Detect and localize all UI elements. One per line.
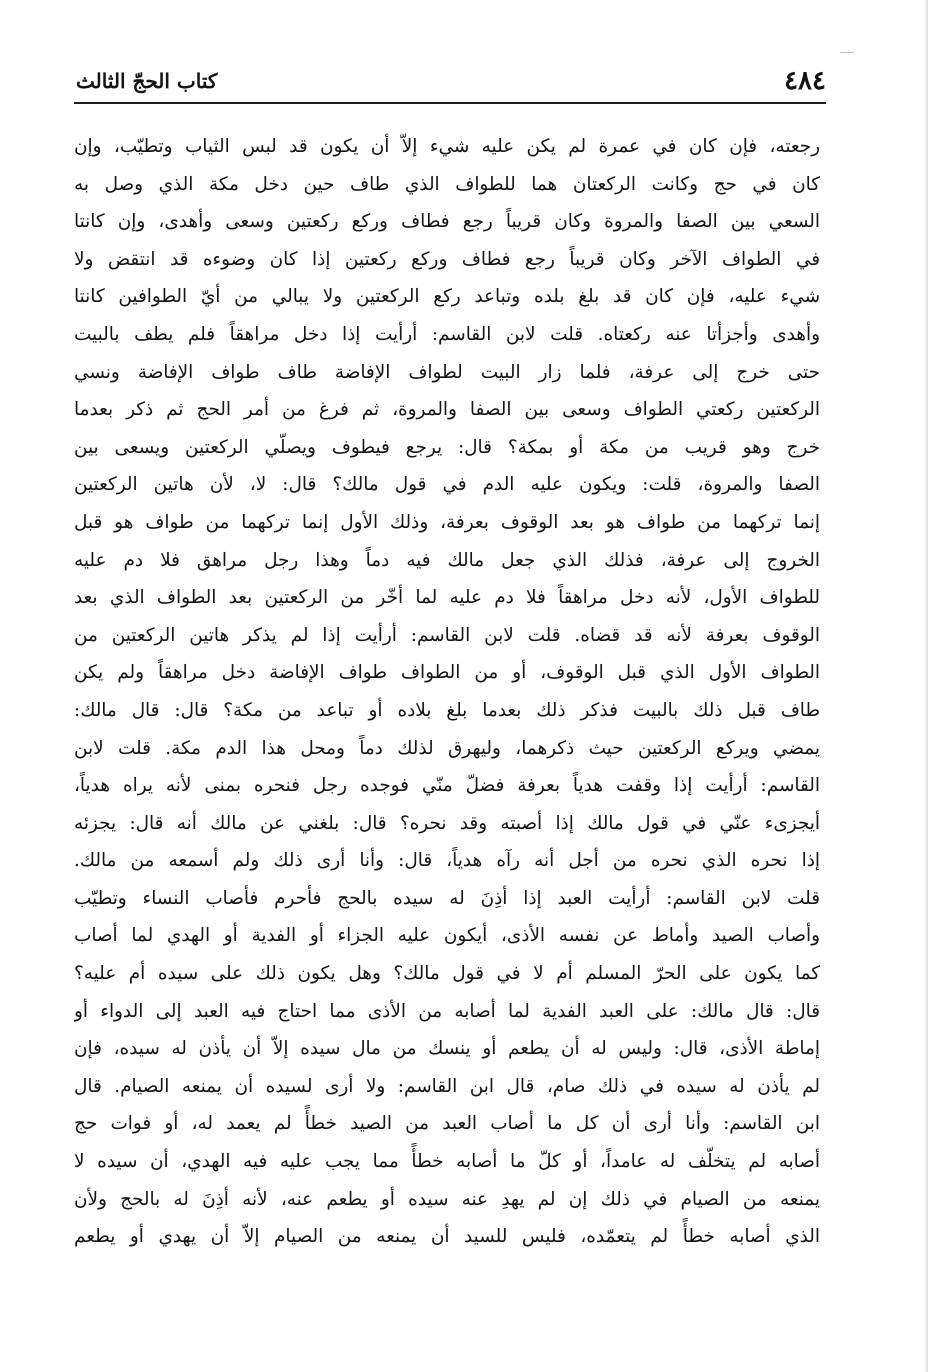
text-line: لم يأذن له سيده في ذلك صام، قال ابن القاسم: ولا أرى لسيده أن يمنعه الصيام. قال [74, 1075, 820, 1097]
text-line: وأصاب الصيد وأماط عن نفسه الأذى، أيكون عليه الجزاء أو الفدية أو الهدي لما أصاب [74, 925, 820, 947]
text-line: وأهدى وأجزأتا عنه ركعتاه. قلت لابن القاسم: أرأيت إذا دخل مراهقاً فلم يطف بالبيت [74, 323, 820, 345]
text-line: قلت لابن القاسم: أرأيت العبد إذا أذِنَ له سيده بالحج فأحرم فأصاب النساء وتطيّب [74, 887, 820, 909]
text-line: طاف قبل ذلك بالبيت فذكر ذلك بعدما بلغ بلاده أو تباعد من مكة؟ قال: قال مالك: [74, 699, 820, 721]
text-line: أصابه لم يتخلّف له عامداً، أو كلّ ما أصابه خطأً مما يجب عليه فيه الهدي، أن سيده لا [74, 1151, 820, 1173]
text-line: الذي أصابه خطأً لم يتعمّده، فليس للسيد أن يمنعه من الصيام إلاّ أن يهدي أو يطعم [74, 1226, 820, 1248]
text-line: الطواف الأول الذي قبل الوقوف، أو من الطواف طواف الإفاضة دخل مراهقاً ولم يكن [74, 662, 820, 684]
text-line: رجعته، فإن كان في عمرة لم يكن عليه شيء إلاّ أن يكون قد لبس الثياب وتطيّب، وإن [74, 136, 820, 157]
text-line: يمنعه من الصيام في ذلك إن لم يهدِ عنه سيده أو يطعم عنه، لأنه أذِنَ له بالحج ولأن [74, 1188, 820, 1210]
text-line: حتى خرج إلى عرفة، فلما زار البيت لطواف الإفاضة طاف طواف الإفاضة ونسي [74, 361, 820, 383]
scan-corner-mark [840, 52, 854, 53]
body-text [74, 128, 820, 1256]
text-line: إنما تركهما من طواف هو بعد الوقوف بعرفة، وذلك الأول إنما تركهما من طواف هو قبل [74, 511, 820, 533]
text-line: أيجزىء عنّي في قول مالك إذا أصبته وقد نحره؟ قال: بلغني عن مالك أنه قال: يجزئه [74, 812, 820, 834]
text-line: خرج وهو قريب من مكة أو بمكة؟ قال: يرجع فيطوف ويصلّي الركعتين ويسعى بين [74, 436, 820, 458]
text-line: الوقوف بعرفة لأنه قد قضاه. قلت لابن القاسم: أرأيت إذا لم يذكر هاتين الركعتين من [74, 624, 820, 646]
text-line: الركعتين ركعتي الطواف وسعى بين الصفا والمروة، ثم فرغ من أمر الحج ثم ذكر بعدما [74, 399, 820, 421]
text-line: إماطة الأذى، قال: وليس له أن يطعم أو ينسك من مال سيده إلاّ أن يأذن له سيده، فإن [74, 1038, 820, 1060]
running-title: كتاب الحجّ الثالث [76, 69, 218, 93]
text-line: في الطواف الآخر وكان قريباً رجع فطاف وركع ركعتين إذا كان وضوءه قد انتقض ولا [74, 248, 820, 270]
page-header [74, 62, 826, 106]
text-line: القاسم: أرأيت إذا وقفت هدياً بعرفة فضلّ منّي فوجده رجل فنحره بمنى لأنه يراه هدياً، [74, 775, 820, 797]
text-line: كان في حج وكانت الركعتان هما للطواف الذي طاف حين دخل مكة الذي وصل به [74, 173, 820, 195]
text-line: الصفا والمروة، قلت: ويكون عليه الدم في قول مالك؟ قال: لا، لأن هاتين الركعتين [74, 474, 820, 496]
text-line: شيء عليه، فإن كان قد بلغ بلده وتباعد ركع الركعتين ولا يبالي من أيّ الطوافين كانتا [74, 286, 820, 308]
text-line: كما يكون على الحرّ المسلم أم لا في قول مالك؟ وهل يكون ذلك على سيده أم عليه؟ [74, 963, 820, 985]
text-line: يمضي ويركع الركعتين حيث ذكرهما، وليهرق لذلك دماً ومحل هذا الدم مكة. قلت لابن [74, 737, 820, 759]
text-line: ابن القاسم: وأنا أرى أن كل ما أصاب العبد من الصيد خطأً لم يعمد له، أو فوات حج [74, 1113, 820, 1135]
text-line: قال: قال مالك: على العبد الفدية لما أصابه من الأذى مما احتاج فيه العبد إلى الدواء أو [74, 1000, 820, 1022]
header-rule [74, 102, 826, 104]
text-line: الخروج إلى عرفة، فذلك الذي جعل مالك فيه دماً وهذا رجل مراهق فلا دم عليه [74, 549, 820, 571]
page-number: ٤٨٤ [784, 66, 826, 96]
text-line: للطواف الأول، لأنه دخل مراهقاً فلا دم عليه لما أخّر من الركعتين بعد الطواف الذي بعد [74, 587, 820, 609]
text-line: السعي بين الصفا والمروة وكان قريباً رجع فطاف وركع ركعتين وسعى وأهدى، وإن كانتا [74, 211, 820, 233]
text-line: إذا نحره الذي نحره من أجل أنه رآه هدياً، قال: وأنا أرى ذلك ولم أسمعه من مالك. [74, 850, 820, 872]
